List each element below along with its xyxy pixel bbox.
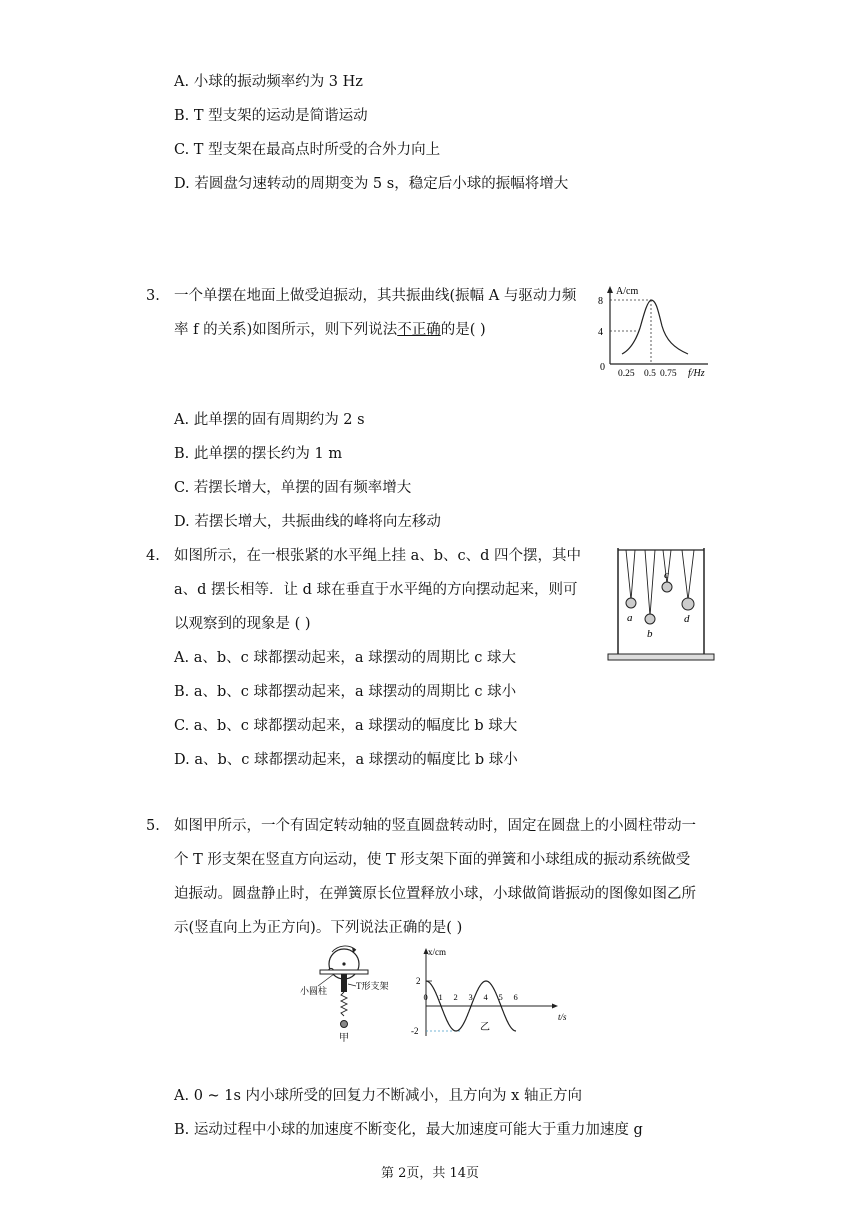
q5-ball (341, 1021, 348, 1028)
q5-xtick-5: 5 (498, 992, 503, 1002)
q2-option-a: A. 小球的振动频率约为 3 Hz (174, 74, 363, 90)
q4-option-a: A. a、b、c 球都摆动起来，a 球摆动的周期比 c 球大 (174, 650, 516, 666)
q5-figure-yi (408, 944, 568, 1044)
q4-option-d: D. a、b、c 球都摆动起来，a 球摆动的幅度比 b 球小 (174, 752, 518, 768)
q3-text-underlined: 不正确 (397, 322, 441, 338)
q4-option-b: B. a、b、c 球都摆动起来，a 球摆动的周期比 c 球小 (174, 684, 517, 700)
q3-y-arrow-icon (607, 286, 613, 293)
q5-caption-yi: 乙 (480, 1022, 490, 1033)
q5-spring (341, 992, 347, 1016)
q4-ball-c (662, 582, 672, 592)
q3-xtick-075: 0.75 (660, 369, 677, 378)
q3-xtick-025: 0.25 (618, 369, 635, 378)
q5-xlabel: t/s (558, 1012, 567, 1022)
q4-ball-b (645, 614, 655, 624)
q3-option-d: D. 若摆长增大，共振曲线的峰将向左移动 (174, 514, 441, 530)
q4-text-line2: a、d 摆长相等．让 d 球在垂直于水平绳的方向摆动起来，则可 (174, 582, 578, 598)
q3-text-line2 (174, 320, 486, 340)
q3-resonance-figure (596, 282, 720, 378)
q4-label-a: a (627, 612, 633, 624)
q5-label-cylinder: 小圆柱 (300, 986, 328, 996)
q5-option-a: A. 0 ~ 1s 内小球所受的回复力不断减小，且方向为 x 轴正方向 (174, 1088, 582, 1104)
q3-number: 3. (146, 288, 160, 304)
q5-xtick-3: 3 (468, 992, 473, 1002)
q5-text-line3: 迫振动。圆盘静止时，在弹簧原长位置释放小球，小球做简谐振动的图像如图乙所 (174, 886, 696, 902)
q4-label-d: d (684, 613, 690, 625)
q2-option-b: B. T 型支架的运动是简谐运动 (174, 108, 368, 124)
q4-option-c: C. a、b、c 球都摆动起来，a 球摆动的幅度比 b 球大 (174, 718, 518, 734)
q4-pendulum-figure (604, 544, 718, 664)
q4-string-b (645, 550, 655, 616)
q3-resonance-curve (622, 300, 688, 354)
q5-caption-jia: 甲 (339, 1033, 349, 1044)
q2-option-d: D. 若圆盘匀速转动的周期变为 5 s，稳定后小球的振幅将增大 (174, 176, 569, 192)
q3-option-c: C. 若摆长增大，单摆的固有频率增大 (174, 480, 412, 496)
q5-t-frame-bar (320, 970, 368, 974)
q5-option-b: B. 运动过程中小球的加速度不断变化，最大加速度可能大于重力加速度 g (174, 1122, 643, 1138)
q5-ylabel: x/cm (428, 947, 446, 957)
q3-option-a: A. 此单摆的固有周期约为 2 s (174, 412, 365, 428)
q5-axle (342, 962, 345, 965)
q4-label-b: b (647, 628, 653, 640)
q5-t-frame-stem (341, 974, 347, 992)
q2-option-c: C. T 型支架在最高点时所受的合外力向上 (174, 142, 441, 158)
q4-string-d (682, 550, 694, 600)
q5-figure-jia (296, 944, 406, 1044)
q4-number: 4. (146, 548, 160, 564)
q5-xticks (424, 992, 518, 1002)
q5-text-line1: 如图甲所示，一个有固定转动轴的竖直圆盘转动时，固定在圆盘上的小圆柱带动一 (174, 818, 696, 834)
q5-xtick-1: 1 (438, 992, 443, 1002)
q4-string-a (626, 550, 635, 600)
q5-xtick-6: 6 (513, 992, 518, 1002)
q5-cylinder-pointer (318, 974, 334, 986)
q3-option-b: B. 此单摆的摆长约为 1 m (174, 446, 343, 462)
q3-text-post: 的是( ) (440, 322, 486, 338)
q5-frame-pointer (348, 984, 356, 986)
q3-origin: 0 (600, 362, 605, 373)
q5-ytick-neg2: -2 (411, 1026, 419, 1036)
q4-base (608, 654, 714, 660)
q5-text-line4: 示(竖直向上为正方向)。下列说法正确的是( ) (174, 920, 463, 936)
q5-ytick-2: 2 (416, 976, 421, 986)
page-footer: 第 2页，共 14页 (380, 1166, 480, 1181)
q5-number: 5. (146, 818, 160, 834)
q5-x-arrow-icon (552, 1004, 558, 1009)
q5-xtick-4: 4 (483, 992, 488, 1002)
q3-text-pre: 率 f 的关系)如图所示，则下列说法 (174, 322, 398, 338)
q5-xtick-0: 0 (423, 992, 428, 1002)
q4-ball-d (682, 598, 694, 610)
q3-xlabel: f/Hz (688, 368, 705, 378)
q4-text-line3: 以观察到的现象是 ( ) (174, 616, 311, 632)
q5-xtick-2: 2 (453, 992, 458, 1002)
q3-ytick-4: 4 (598, 327, 603, 338)
q3-ytick-8: 8 (598, 296, 603, 307)
q3-text-line1: 一个单摆在地面上做受迫振动，其共振曲线(振幅 A 与驱动力频 (174, 288, 577, 304)
q3-xtick-05: 0.5 (644, 369, 656, 378)
q4-label-c: c (664, 569, 669, 581)
q4-ball-a (626, 598, 636, 608)
q4-text-line1: 如图所示，在一根张紧的水平绳上挂 a、b、c、d 四个摆，其中 (174, 548, 582, 564)
q5-text-line2: 个 T 形支架在竖直方向运动，使 T 形支架下面的弹簧和小球组成的振动系统做受 (174, 852, 691, 868)
q5-label-frame: T形支架 (356, 981, 389, 991)
q3-ylabel: A/cm (616, 286, 639, 297)
